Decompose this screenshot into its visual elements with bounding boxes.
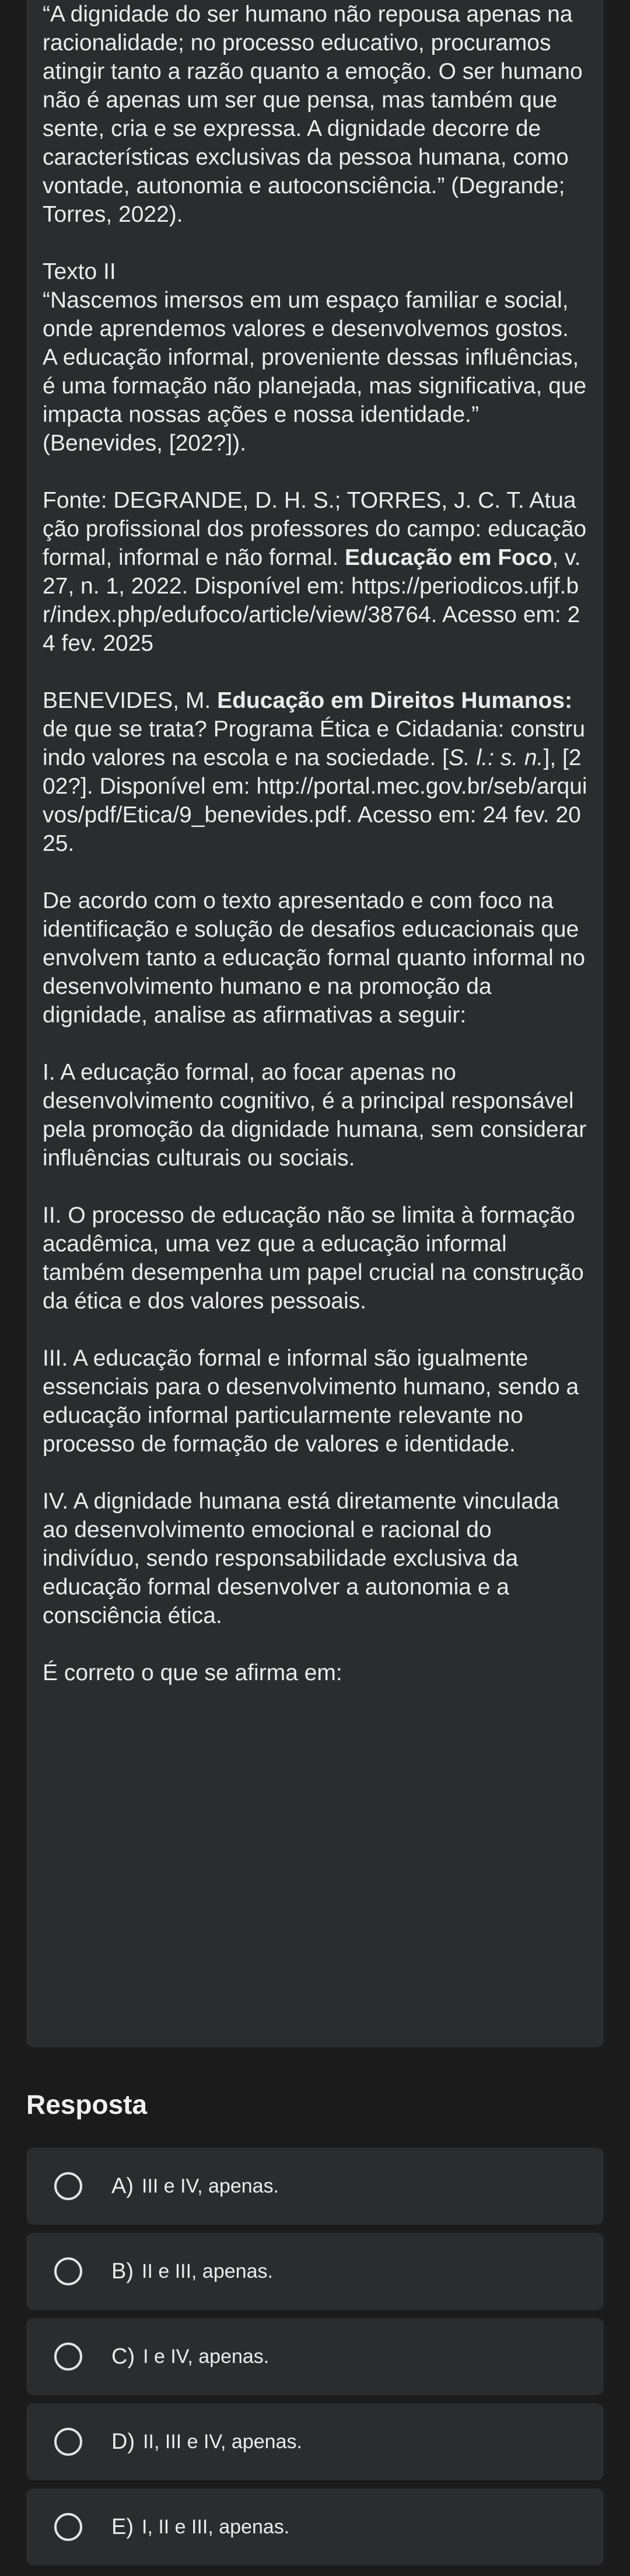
source-1-journal: Educação em Foco (345, 545, 552, 570)
source-1-post: , v. 27, n. 1, 2022. Disponível em: https://periodicos.ufjf.br/index.php/edufoco/article/view/38764. Acesso em: 24 fev. 2025 (43, 545, 581, 656)
answer-options (26, 2148, 604, 2574)
option-letter: E) (111, 2514, 134, 2539)
source-2-post: ], [202?]. Disponível em: http://portal.mec.gov.br/seb/arquivos/pdf/Etica/9_benevides.pdf. Acesso em: 24 fev. 2025. (43, 745, 587, 856)
source-reference-2 (43, 686, 587, 858)
statement-3: III. A educação formal e informal são igualmente essenciais para o desenvolvimento humano, sendo a educação informal particularmente relevante no processo de formação de valores e identidade. (43, 1346, 579, 1457)
question-prompt: De acordo com o texto apresentado e com foco na identificação e solução de desafios educacionais que envolvem tanto a educação formal quanto informal no desenvolvimento humano e na promoção da dignidade, analise as afirmativas a seguir: (43, 888, 586, 1028)
source-2-italic: S. l.: s. n. (448, 745, 544, 770)
answer-option-b[interactable] (26, 2233, 604, 2310)
question-card (26, 0, 604, 2047)
statement-1: I. A educação formal, ao focar apenas no desenvolvimento cognitivo, é a principal responsável pela promoção da dignidade humana, sem considerar influências culturais ou sociais. (43, 1060, 587, 1171)
answer-option-e[interactable] (26, 2488, 604, 2565)
option-letter: C) (111, 2344, 135, 2369)
option-text: II e III, apenas. (142, 2260, 273, 2282)
statement-4: IV. A dignidade humana está diretamente vinculada ao desenvolvimento emocional e racional do indivíduo, sendo responsabilidade exclusiva da educação formal desenvolver a autonomia e a consciência ética. (43, 1489, 559, 1628)
source-2-mid: de que se trata? Programa Ética e Cidadania: construindo valores na escola e na sociedade. [ (43, 717, 586, 770)
option-text: III e IV, apenas. (142, 2174, 279, 2197)
option-letter: B) (111, 2259, 134, 2284)
radio-button-icon[interactable] (54, 2172, 82, 2200)
radio-button-icon[interactable] (54, 2343, 82, 2371)
answer-option-d[interactable] (26, 2403, 604, 2480)
radio-button-icon[interactable] (54, 2257, 82, 2285)
option-text: II, III e IV, apenas. (143, 2430, 302, 2453)
answer-option-a[interactable] (26, 2148, 604, 2225)
quote-text-2: “Nascemos imersos em um espaço familiar e social, onde aprendemos valores e desenvolvemos gostos. A educação informal, proveniente dessas influências, é uma formação não planejada, mas significativa, que impacta nossas ações e nossa identidade.” (Benevides, [202?]). (43, 288, 587, 456)
radio-button-icon[interactable] (54, 2428, 82, 2456)
option-letter: D) (111, 2429, 135, 2454)
source-2-pre: BENEVIDES, M. (43, 688, 218, 713)
option-text: I, II e III, apenas. (142, 2515, 290, 2538)
answer-option-c[interactable] (26, 2318, 604, 2395)
radio-button-icon[interactable] (54, 2513, 82, 2541)
option-letter: A) (111, 2173, 134, 2198)
quote-text-1: “A dignidade do ser humano não repousa apenas na racionalidade; no processo educativo, procuramos atingir tanto a razão quanto a emoção. O ser humano não é apenas um ser que pensa, mas também que sente, cria e se expressa. A dignidade decorre de características exclusivas da pessoa humana, como vontade, autonomia e autoconsciência.” (Degrande; Torres, 2022). (43, 2, 583, 227)
statement-2: II. O processo de educação não se limita à formação acadêmica, uma vez que a educação informal também desempenha um papel crucial na construção da ética e dos valores pessoais. (43, 1203, 584, 1314)
question-closing: É correto o que se afirma em: (43, 1660, 342, 1685)
text-2-heading: Texto II (43, 259, 116, 284)
answer-title: Resposta (26, 2089, 148, 2120)
source-1-pre: Fonte: DEGRANDE, D. H. S.; TORRES, J. C. T. Atuação profissional dos professores do campo: educação formal, informal e não formal. (43, 488, 587, 570)
option-text: I e IV, apenas. (143, 2345, 270, 2368)
source-2-title: Educação em Direitos Humanos: (217, 688, 573, 713)
source-reference-1 (43, 486, 587, 658)
